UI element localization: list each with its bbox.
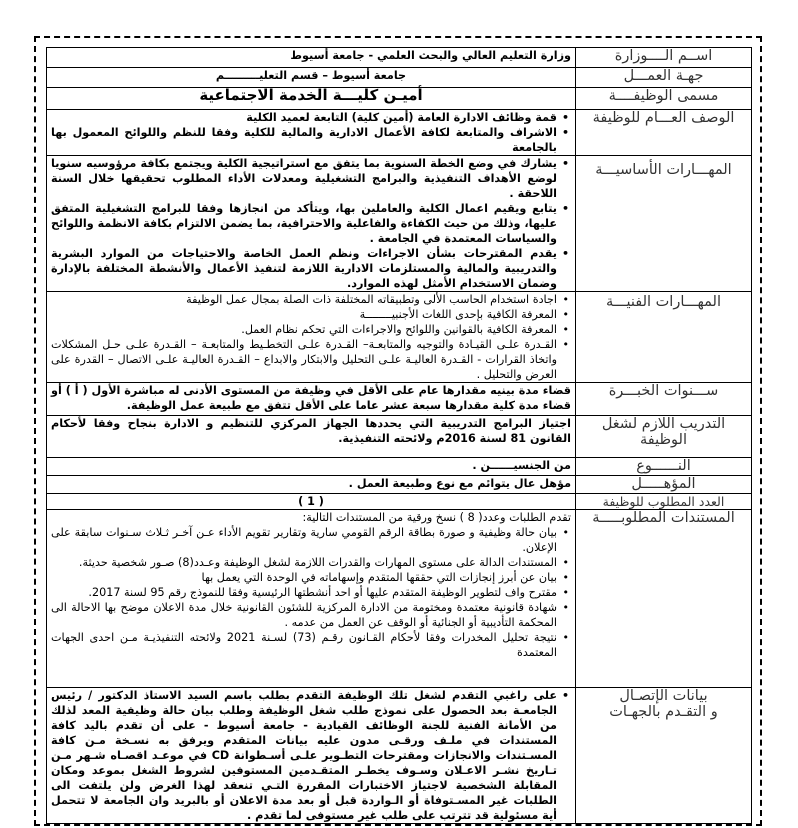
list-item: • يقدم المقترحات بشأن الاجراءات ونظم العمل الخاصة والاحتياجات من الموارد البشرية والتدريبية والمالية والمستلزمات الادارية اللازمة لتنفيذ الأعمال والأنشطة المختلفة بالإدارة وضمان الاستخدام الأمثل لهذه الموارد. xyxy=(51,246,557,291)
value-entity: جامعة أسيوط – قسم التعليـــــــــم xyxy=(47,68,576,88)
label-qualification: المؤهـــــل xyxy=(576,476,752,494)
row-general-description xyxy=(47,110,752,156)
label-job-title: مسمى الوظيفــــة xyxy=(576,88,752,110)
row-documents xyxy=(47,510,752,688)
row-ministry xyxy=(47,48,752,68)
list-item: • قمة وظائف الادارة العامة (أمين كلية) التابعة لعميد الكلية xyxy=(51,110,557,125)
value-technical-skills xyxy=(47,292,576,383)
value-type: من الجنسيــــــن . xyxy=(47,458,576,476)
list-item: • يشارك في وضع الخطة السنوية بما يتفق مع استراتيجية الكلية ويجتمع بكافة مرؤوسيه سنويا لوضع الأهداف التنفيذية والبرامج التشغيلية ومعدلات الأداء المطلوب تحقيقها خلال السنة اللاحقة . xyxy=(51,156,557,201)
label-experience: ســـنوات الخبـــرة xyxy=(576,383,752,416)
value-contact xyxy=(47,688,576,824)
row-technical-skills xyxy=(47,292,752,383)
value-count: ( 1 ) xyxy=(47,494,576,510)
list-item: • بيان عن أبرز إنجازات التي حققها المتقدم وإسهاماته في الوحدة التي يعمل بها xyxy=(51,570,557,585)
label-documents: المستندات المطلوبـــــة xyxy=(576,510,752,688)
list-item: • المعرفة الكافية بالقوانين واللوائح والاجراءات التي تحكم نظام العمل. xyxy=(51,322,557,337)
label-general-description: الوصف العـــام للوظيفة xyxy=(576,110,752,156)
row-qualification xyxy=(47,476,752,494)
value-job-title: أميـن كليـــة الخدمة الاجتماعية xyxy=(47,88,576,110)
list-item: • نتيجة تحليل المخدرات وفقا لأحكام القـانون رقـم (73) لسـنة 2021 ولائحته التنفيذيـة مـن احدى الجهات المعتمدة xyxy=(51,630,557,660)
label-training: التدريب اللازم لشغل الوظيفة xyxy=(576,416,752,458)
list-item: • يتابع ويقيم اعمال الكلية والعاملين بها، ويتأكد من انجازها وفقا للبرامج التشغيلية المتفق عليها، وذلك من حيث الكفاءة والفاعلية والاحترافية، بما يضمن الالتزام بكافة الانظمة واللوائح والسياسات المعتمدة في الجامعة . xyxy=(51,201,557,246)
label-contact-line2: و التقـدم بالجهـات xyxy=(609,704,718,720)
row-type xyxy=(47,458,752,476)
label-contact-line1: بيانات الإتصـال xyxy=(619,688,708,704)
value-ministry: وزارة التعليم العالي والبحث العلمي - جامعة أسيوط xyxy=(47,48,576,68)
row-job-title xyxy=(47,88,752,110)
value-qualification: مؤهل عال يتوائم مع نوع وطبيعة العمل . xyxy=(47,476,576,494)
list-item: • بيان حالة وظيفية و صورة بطاقة الرقم القومي سارية وتقارير تقويم الأداء عـن آخـر ثـلاث سـنوات سابقة على الإعلان. xyxy=(51,525,557,555)
label-ministry: اســم الــــوزارة xyxy=(576,48,752,68)
label-count: العدد المطلوب للوظيفة xyxy=(576,494,752,510)
row-training xyxy=(47,416,752,458)
label-type: النــــــوع xyxy=(576,458,752,476)
value-core-skills xyxy=(47,156,576,292)
value-documents xyxy=(47,510,576,688)
label-technical-skills: المهـــارات الفنيـــة xyxy=(576,292,752,383)
row-contact xyxy=(47,688,752,824)
row-entity xyxy=(47,68,752,88)
label-core-skills: المهـــارات الأساسيـــة xyxy=(576,156,752,292)
list-item: • المعرفة الكافية بإحدى اللغات الأجنبيــــــــة xyxy=(51,307,557,322)
label-entity: جهـة العمـــل xyxy=(576,68,752,88)
label-contact xyxy=(576,688,752,824)
list-item: • الاشراف والمتابعة لكافة الأعمال الادارية والمالية للكلية وفقا للنظم واللوائح المعمول بها بالجامعة xyxy=(51,125,557,155)
row-count xyxy=(47,494,752,510)
value-experience: قضاء مدة بينيه مقدارها عام على الأقل في وظيفة من المستوى الأدنى له مباشرة الأول ( أ ) أو قضاء مدة كلية مقدارها سبعة عشر عاما على الأقل تتفق مع طبيعة عمل الوظيفة. xyxy=(47,383,576,416)
value-general-description xyxy=(47,110,576,156)
list-item: • اجادة استخدام الحاسب الألى وتطبيقاته المختلفة ذات الصلة بمجال عمل الوظيفة xyxy=(51,292,557,307)
list-item: • المستندات الدالة على مستوى المهارات والقدرات اللازمة لشغل الوظيفة وعـدد(8) صـور شخصية حديثة. xyxy=(51,555,557,570)
list-item: • شهادة قانونية معتمدة ومختومة من الادارة المركزية للشئون القانونية خلال مدة الاعلان موضح بها الاحالة الى المحكمة التأديبية أو الجنائية أو الوقف عن العمل من عدمه . xyxy=(51,600,557,630)
value-training: اجتياز البرامج التدريبية التي يحددها الجهاز المركزي للتنظيم و الادارة بنجاح وفقا لأحكام القانون 81 لسنة 2016م ولائحته التنفيذية. xyxy=(47,416,576,458)
list-item: • القـدرة علـى القيـادة والتوجيه والمتابعـة– القـدرة علـى التخطـيط والمتابعـة – القـدرة علـى حـل المشكلات واتخاذ القرارات - القـدرة العاليـة علـى التحليل والابتكار والابداع – القـدرة العاليـة علـى الاتصال – القدرة على العرض والتحليل . xyxy=(51,337,557,382)
row-experience xyxy=(47,383,752,416)
documents-intro: تقدم الطلبات وعدد( 8 ) نسخ ورقية من المستندات التالية: xyxy=(302,511,571,524)
list-item: • على راغبي التقدم لشغل تلك الوظيفة التقدم بطلب باسم السيد الاستاذ الدكتور / رئيس الجامعـة بعد الحصول على نموذج طلب شغل الوظيفة وطلب بيان حالة وظيفية المعد لذلك من الأمانة الفنية للجنة الوظائف القيادية - جامعة أسيوط - على أن تقدم باليد كافة المستندات في ملـف ورقـى مدون عليه بيانات المتقدم ويرفق به نسـخة مـن كافة المسـتندات والانجازات ومقترحات التطـوير علـى أسـطوانة CD في موعـد اقصـاه شـهر مـن تـاريخ نشـر الاعـلان وسـوف يخطـر المتقـدمين المستوفين لشروط الشغل بموعد ومكان المقابلة الشخصية لاجتياز الاختبارات المقررة التـي تنعقد لهذا الغرض ولن يلتفت الى الطلبات غير المسـتوفاة أو الـواردة قبل أو بعد مدة الاعلان أو بالبريد وان الجامعة لا تتحمل أية مسئولية قد تترتب على طلب غير مستوفى لما تقدم . xyxy=(51,688,557,823)
list-item: • مقترح واف لتطوير الوظيفة المتقدم عليها أو احد أنشطتها الرئيسية وفقا للنموذج رقم 95 لسنة 2017. xyxy=(51,585,557,600)
row-core-skills xyxy=(47,156,752,292)
job-description-table xyxy=(46,47,752,824)
